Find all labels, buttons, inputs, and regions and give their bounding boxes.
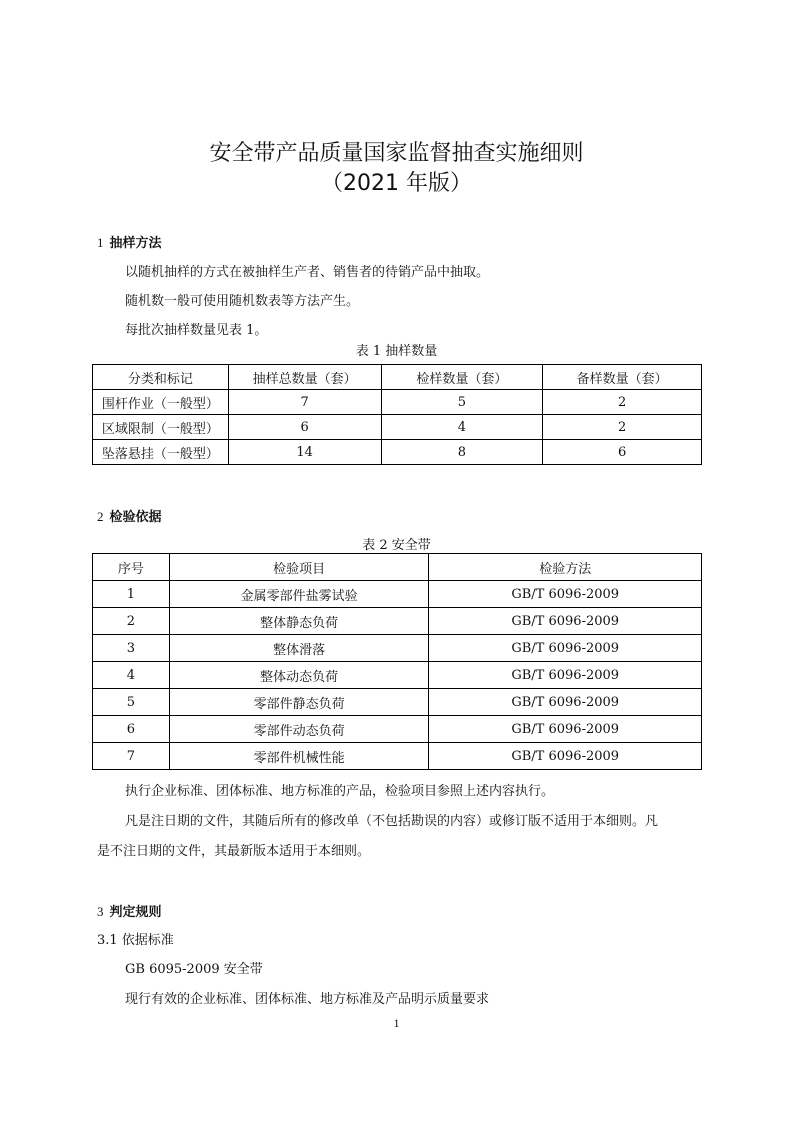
table-row — [93, 689, 702, 716]
table-row — [93, 581, 702, 608]
table-cell: 零部件动态负荷 — [169, 716, 429, 743]
column-header: 检验项目 — [169, 554, 429, 581]
table-cell: 整体滑落 — [169, 635, 429, 662]
inspection-items-table — [92, 553, 702, 770]
paragraph: 凡是注日期的文件，其随后所有的修改单（不包括勘误的内容）或修订版不适用于本细则。凡 — [125, 814, 659, 829]
section-title: 抽样方法 — [109, 236, 162, 251]
paragraph: GB 6095-2009 安全带 — [125, 962, 263, 977]
table-cell: 14 — [228, 440, 381, 465]
section-title: 检验依据 — [109, 510, 162, 525]
table-cell: GB/T 6096-2009 — [429, 581, 702, 608]
paragraph: 以随机抽样的方式在被抽样生产者、销售者的待销产品中抽取。 — [125, 265, 490, 280]
table-cell: 4 — [381, 415, 543, 440]
table-row — [93, 390, 702, 415]
subsection-heading: 3.1 依据标准 — [97, 933, 174, 948]
table-cell: 2 — [543, 390, 702, 415]
table-row — [93, 440, 702, 465]
table-cell: 6 — [93, 716, 170, 743]
column-header: 序号 — [93, 554, 170, 581]
section-2-heading — [97, 506, 162, 525]
table-cell: GB/T 6096-2009 — [429, 635, 702, 662]
table-cell: 4 — [93, 662, 170, 689]
table-cell: 6 — [543, 440, 702, 465]
table-cell: 6 — [228, 415, 381, 440]
table-2-caption: 表 2 安全带 — [362, 538, 431, 553]
table-row — [93, 415, 702, 440]
table-1-caption: 表 1 抽样数量 — [355, 344, 438, 359]
table-cell: 零部件静态负荷 — [169, 689, 429, 716]
sampling-quantity-table — [92, 364, 702, 465]
section-number: 2 — [97, 509, 104, 524]
document-title: 安全带产品质量国家监督抽查实施细则 — [209, 141, 584, 166]
section-number: 3 — [97, 904, 104, 919]
column-header: 检验方法 — [429, 554, 702, 581]
table-cell: 2 — [93, 608, 170, 635]
table-cell: 8 — [381, 440, 543, 465]
table-header-row — [93, 554, 702, 581]
table-cell: 7 — [228, 390, 381, 415]
paragraph: 每批次抽样数量见表 1。 — [125, 323, 268, 338]
table-row — [93, 635, 702, 662]
table-cell: 3 — [93, 635, 170, 662]
paragraph: 随机数一般可使用随机数表等方法产生。 — [125, 294, 360, 309]
section-title: 判定规则 — [109, 905, 162, 920]
table-cell: GB/T 6096-2009 — [429, 689, 702, 716]
table-row — [93, 716, 702, 743]
table-row — [93, 608, 702, 635]
table-cell: GB/T 6096-2009 — [429, 743, 702, 770]
table-cell: 5 — [93, 689, 170, 716]
paragraph: 现行有效的企业标准、团体标准、地方标准及产品明示质量要求 — [125, 992, 490, 1007]
table-cell: 7 — [93, 743, 170, 770]
paragraph-continuation: 是不注日期的文件，其最新版本适用于本细则。 — [97, 844, 371, 859]
table-row — [93, 743, 702, 770]
table-cell: 零部件机械性能 — [169, 743, 429, 770]
table-cell: 金属零部件盐雾试验 — [169, 581, 429, 608]
table-cell: 整体静态负荷 — [169, 608, 429, 635]
table-cell: 2 — [543, 415, 702, 440]
section-1-heading — [97, 232, 162, 251]
column-header: 抽样总数量（套） — [228, 365, 381, 390]
table-cell: 1 — [93, 581, 170, 608]
column-header: 分类和标记 — [93, 365, 229, 390]
column-header: 检样数量（套） — [381, 365, 543, 390]
table-row — [93, 662, 702, 689]
table-cell: 整体动态负荷 — [169, 662, 429, 689]
section-3-heading — [97, 901, 162, 920]
paragraph: 执行企业标准、团体标准、地方标准的产品，检验项目参照上述内容执行。 — [125, 784, 555, 799]
column-header: 备样数量（套） — [543, 365, 702, 390]
table-cell: 5 — [381, 390, 543, 415]
table-cell: 区域限制（一般型） — [93, 415, 229, 440]
table-cell: GB/T 6096-2009 — [429, 608, 702, 635]
page-number: 1 — [393, 1016, 400, 1030]
table-cell: GB/T 6096-2009 — [429, 662, 702, 689]
table-cell: GB/T 6096-2009 — [429, 716, 702, 743]
table-cell: 围杆作业（一般型） — [93, 390, 229, 415]
table-cell: 坠落悬挂（一般型） — [93, 440, 229, 465]
section-number: 1 — [97, 235, 104, 250]
table-header-row — [93, 365, 702, 390]
document-subtitle: （2021 年版） — [321, 171, 472, 196]
